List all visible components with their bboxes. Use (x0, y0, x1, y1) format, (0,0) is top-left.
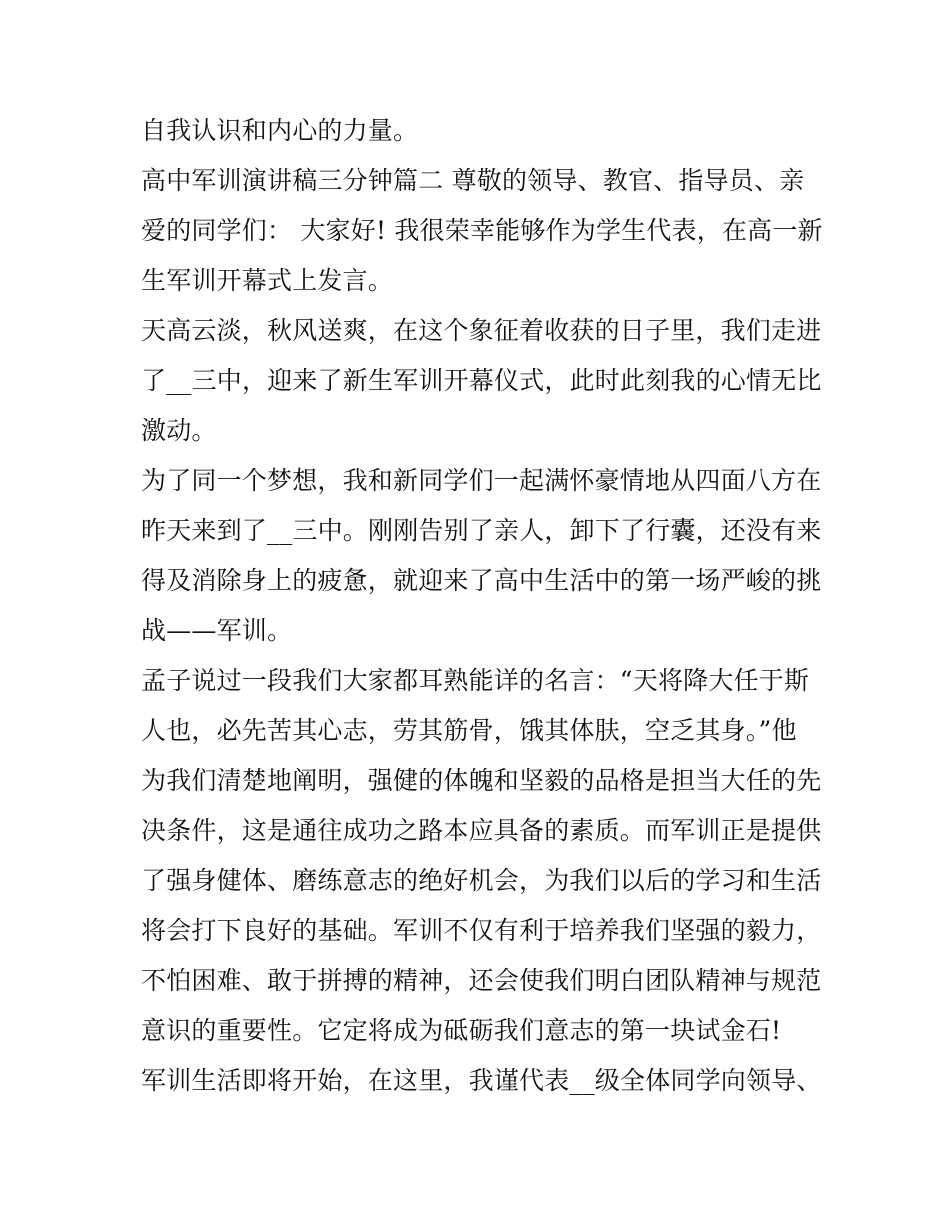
text-line: 为了同一个梦想，我和新同学们一起满怀豪情地从四面八方在 (141, 466, 822, 495)
text-line: 高中军训演讲稿三分钟篇二 尊敬的领导、教官、指导员、亲 (141, 166, 805, 195)
text-line: 了__三中，迎来了新生军训开幕仪式，此时此刻我的心情无比 (141, 366, 822, 395)
text-line: 为我们清楚地阐明，强健的体魄和坚毅的品格是担当大任的先 (141, 766, 822, 795)
text-line: 自我认识和内心的力量。 (141, 116, 419, 145)
text-line: 将会打下良好的基础。军训不仅有利于培养我们坚强的毅力， (141, 916, 822, 945)
text-line: 战——军训。 (141, 616, 293, 645)
text-line: 激动。 (141, 416, 217, 445)
text-line: 昨天来到了__三中。刚刚告别了亲人，卸下了行囊，还没有来 (141, 516, 822, 545)
text-line: 决条件，这是通往成功之路本应具备的素质。而军训正是提供 (141, 816, 822, 845)
document-body (141, 106, 821, 1106)
text-line: 不怕困难、敢于拼搏的精神，还会使我们明白团队精神与规范 (141, 966, 822, 995)
text-line: 军训生活即将开始，在这里，我谨代表__级全体同学向领导、 (141, 1066, 822, 1095)
text-line: 天高云淡，秋风送爽，在这个象征着收获的日子里，我们走进 (141, 316, 822, 345)
text-line: 孟子说过一段我们大家都耳熟能详的名言：“天将降大任于斯 (141, 666, 810, 695)
text-line: 得及消除身上的疲惫，就迎来了高中生活中的第一场严峻的挑 (141, 566, 822, 595)
text-line: 人也，必先苦其心志，劳其筋骨，饿其体肤，空乏其身。”他 (141, 716, 797, 745)
text-line: 了强身健体、磨练意志的绝好机会，为我们以后的学习和生活 (141, 866, 822, 895)
text-line: 爱的同学们： 大家好! 我很荣幸能够作为学生代表，在高一新 (141, 216, 823, 245)
text-line: 意识的重要性。它定将成为砥砺我们意志的第一块试金石! (141, 1016, 782, 1045)
text-line: 生军训开幕式上发言。 (141, 266, 394, 295)
